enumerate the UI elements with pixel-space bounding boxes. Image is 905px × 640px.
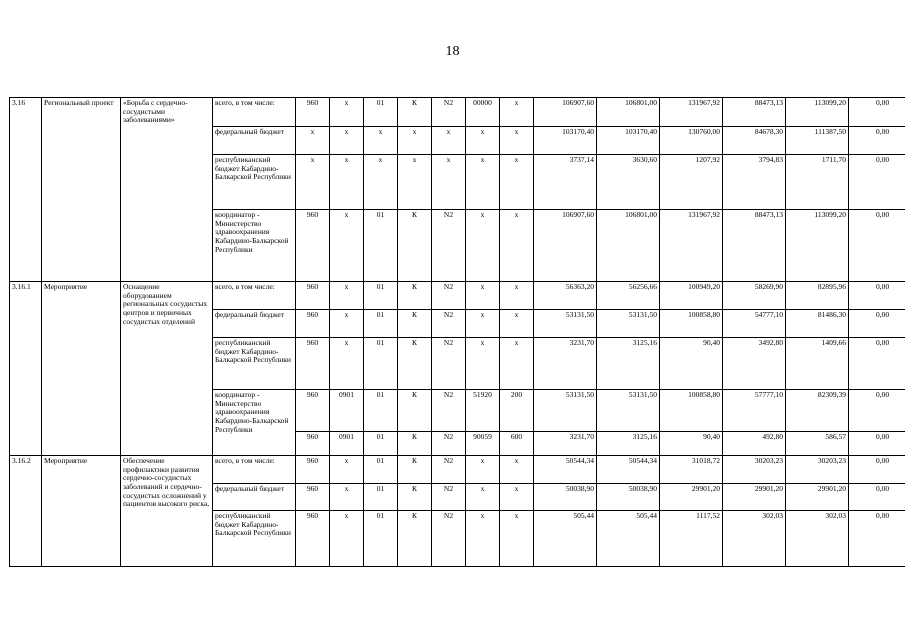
rz-code: x [330, 282, 364, 310]
cs-code-1: 01 [364, 511, 398, 567]
amount-6: 0,00 [849, 338, 905, 390]
grbs-code: 960 [296, 338, 330, 390]
rz-code: x [330, 310, 364, 338]
amount-2: 56256,66 [597, 282, 660, 310]
cs-code-3: N2 [432, 456, 466, 484]
amount-3: 130760,00 [660, 127, 723, 155]
cs-code-1: 01 [364, 98, 398, 127]
vr-code: x [500, 484, 534, 511]
amount-3: 90,40 [660, 432, 723, 456]
cs-code-2: К [398, 310, 432, 338]
amount-5: 29901,20 [786, 484, 849, 511]
amount-6: 0,00 [849, 432, 905, 456]
grbs-code: 960 [296, 310, 330, 338]
amount-3: 131967,92 [660, 210, 723, 282]
cs-code-2: К [398, 338, 432, 390]
amount-6: 0,00 [849, 390, 905, 432]
amount-3: 100858,80 [660, 390, 723, 432]
cs-code-4: x [466, 511, 500, 567]
amount-5: 30203,23 [786, 456, 849, 484]
amount-3: 1207,92 [660, 155, 723, 210]
amount-6: 0,00 [849, 310, 905, 338]
cs-code-3: N2 [432, 210, 466, 282]
rz-code: x [330, 338, 364, 390]
amount-1: 56363,20 [534, 282, 597, 310]
amount-3: 100858,80 [660, 310, 723, 338]
cs-code-4: x [466, 310, 500, 338]
amount-2: 106801,00 [597, 210, 660, 282]
cs-code-1: 01 [364, 432, 398, 456]
amount-2: 505,44 [597, 511, 660, 567]
grbs-code: 960 [296, 456, 330, 484]
amount-1: 53131,50 [534, 310, 597, 338]
amount-1: 3737,14 [534, 155, 597, 210]
cs-code-3: N2 [432, 310, 466, 338]
amount-2: 3630,60 [597, 155, 660, 210]
grbs-code: x [296, 155, 330, 210]
rz-code: x [330, 484, 364, 511]
vr-code: x [500, 155, 534, 210]
funding-source: республиканский бюджет Кабардино-Балкарской Республики [213, 338, 296, 390]
amount-2: 3125,16 [597, 432, 660, 456]
amount-5: 113099,20 [786, 210, 849, 282]
cs-code-1: 01 [364, 456, 398, 484]
vr-code: x [500, 210, 534, 282]
amount-1: 103170,40 [534, 127, 597, 155]
row-type: Мероприятие [42, 456, 121, 567]
row-number: 3.16.2 [10, 456, 42, 567]
amount-2: 103170,40 [597, 127, 660, 155]
cs-code-1: 01 [364, 390, 398, 432]
cs-code-1: 01 [364, 338, 398, 390]
rz-code: x [330, 98, 364, 127]
amount-1: 50038,90 [534, 484, 597, 511]
amount-5: 81486,30 [786, 310, 849, 338]
rz-code: x [330, 127, 364, 155]
grbs-code: 960 [296, 484, 330, 511]
amount-4: 57777,10 [723, 390, 786, 432]
cs-code-4: 90059 [466, 432, 500, 456]
funding-source: координатор - Министерство здравоохранения Кабардино-Балкарской Республики [213, 390, 296, 456]
cs-code-3: N2 [432, 484, 466, 511]
cs-code-2: x [398, 155, 432, 210]
amount-6: 0,00 [849, 155, 905, 210]
amount-2: 3125,16 [597, 338, 660, 390]
grbs-code: 960 [296, 282, 330, 310]
funding-source: федеральный бюджет [213, 310, 296, 338]
amount-4: 88473,13 [723, 98, 786, 127]
amount-6: 0,00 [849, 484, 905, 511]
row-name: Обеспечение профилактики развития сердечно-сосудистых заболеваний и сердечно-сосудистых осложнений у пациентов высокого риска, [121, 456, 213, 567]
amount-1: 505,44 [534, 511, 597, 567]
cs-code-4: x [466, 282, 500, 310]
amount-1: 106907,60 [534, 98, 597, 127]
vr-code: x [500, 456, 534, 484]
amount-1: 3231,70 [534, 432, 597, 456]
amount-1: 3231,70 [534, 338, 597, 390]
row-type: Мероприятие [42, 282, 121, 456]
budget-table [9, 97, 905, 567]
amount-4: 88473,13 [723, 210, 786, 282]
amount-3: 90,40 [660, 338, 723, 390]
cs-code-3: N2 [432, 98, 466, 127]
row-type: Региональный проект [42, 98, 121, 282]
amount-1: 50544,34 [534, 456, 597, 484]
amount-6: 0,00 [849, 456, 905, 484]
cs-code-2: x [398, 127, 432, 155]
amount-4: 3794,83 [723, 155, 786, 210]
cs-code-4: 51920 [466, 390, 500, 432]
grbs-code: 960 [296, 98, 330, 127]
rz-code: 0901 [330, 390, 364, 432]
cs-code-1: 01 [364, 310, 398, 338]
table-row [10, 456, 905, 484]
amount-6: 0,00 [849, 282, 905, 310]
funding-source: всего, в том числе: [213, 98, 296, 127]
cs-code-3: x [432, 155, 466, 210]
vr-code: x [500, 282, 534, 310]
vr-code: 600 [500, 432, 534, 456]
amount-4: 84678,30 [723, 127, 786, 155]
funding-source: координатор - Министерство здравоохранения Кабардино-Балкарской Республики [213, 210, 296, 282]
cs-code-2: К [398, 484, 432, 511]
amount-6: 0,00 [849, 210, 905, 282]
vr-code: x [500, 310, 534, 338]
table-row [10, 98, 905, 127]
vr-code: 200 [500, 390, 534, 432]
amount-4: 29901,20 [723, 484, 786, 511]
amount-6: 0,00 [849, 511, 905, 567]
cs-code-2: К [398, 456, 432, 484]
grbs-code: 960 [296, 390, 330, 432]
amount-2: 53131,50 [597, 390, 660, 432]
amount-2: 50544,34 [597, 456, 660, 484]
amount-3: 31018,72 [660, 456, 723, 484]
amount-2: 53131,50 [597, 310, 660, 338]
cs-code-2: К [398, 282, 432, 310]
funding-source: всего, в том числе: [213, 456, 296, 484]
amount-3: 131967,92 [660, 98, 723, 127]
cs-code-1: 01 [364, 210, 398, 282]
cs-code-3: N2 [432, 338, 466, 390]
amount-4: 302,03 [723, 511, 786, 567]
row-name: «Борьба с сердечно-сосудистыми заболеваниями» [121, 98, 213, 282]
cs-code-1: x [364, 127, 398, 155]
amount-5: 1409,66 [786, 338, 849, 390]
amount-4: 3492,80 [723, 338, 786, 390]
rz-code: x [330, 155, 364, 210]
amount-4: 492,80 [723, 432, 786, 456]
cs-code-2: К [398, 390, 432, 432]
amount-1: 53131,50 [534, 390, 597, 432]
funding-source: республиканский бюджет Кабардино-Балкарской Республики [213, 511, 296, 567]
grbs-code: x [296, 127, 330, 155]
funding-source: всего, в том числе: [213, 282, 296, 310]
cs-code-2: К [398, 98, 432, 127]
rz-code: x [330, 456, 364, 484]
vr-code: x [500, 127, 534, 155]
row-number: 3.16.1 [10, 282, 42, 456]
amount-5: 302,03 [786, 511, 849, 567]
rz-code: x [330, 511, 364, 567]
cs-code-3: N2 [432, 432, 466, 456]
table-row [10, 282, 905, 310]
cs-code-3: x [432, 127, 466, 155]
amount-3: 1117,52 [660, 511, 723, 567]
cs-code-3: N2 [432, 390, 466, 432]
funding-source: федеральный бюджет [213, 484, 296, 511]
cs-code-4: x [466, 210, 500, 282]
grbs-code: 960 [296, 210, 330, 282]
grbs-code: 960 [296, 432, 330, 456]
cs-code-4: x [466, 456, 500, 484]
amount-5: 82309,39 [786, 390, 849, 432]
amount-4: 58269,90 [723, 282, 786, 310]
amount-4: 30203,23 [723, 456, 786, 484]
amount-6: 0,00 [849, 98, 905, 127]
funding-source: республиканский бюджет Кабардино-Балкарской Республики [213, 155, 296, 210]
row-number: 3.16 [10, 98, 42, 282]
grbs-code: 960 [296, 511, 330, 567]
amount-4: 54777,10 [723, 310, 786, 338]
amount-2: 106801,00 [597, 98, 660, 127]
rz-code: 0901 [330, 432, 364, 456]
vr-code: x [500, 98, 534, 127]
amount-2: 50038,90 [597, 484, 660, 511]
cs-code-1: x [364, 155, 398, 210]
amount-5: 113099,20 [786, 98, 849, 127]
cs-code-4: 00000 [466, 98, 500, 127]
amount-5: 586,57 [786, 432, 849, 456]
funding-source: федеральный бюджет [213, 127, 296, 155]
amount-6: 0,00 [849, 127, 905, 155]
vr-code: x [500, 338, 534, 390]
rz-code: x [330, 210, 364, 282]
vr-code: x [500, 511, 534, 567]
cs-code-2: К [398, 432, 432, 456]
cs-code-1: 01 [364, 282, 398, 310]
cs-code-4: x [466, 155, 500, 210]
amount-5: 111387,50 [786, 127, 849, 155]
amount-5: 82895,96 [786, 282, 849, 310]
row-name: Оснащение оборудованием региональных сосудистых центров и первичных сосудистых отделений [121, 282, 213, 456]
amount-3: 100949,20 [660, 282, 723, 310]
amount-5: 1711,70 [786, 155, 849, 210]
cs-code-2: К [398, 511, 432, 567]
cs-code-1: 01 [364, 484, 398, 511]
amount-1: 106907,60 [534, 210, 597, 282]
cs-code-4: x [466, 338, 500, 390]
cs-code-2: К [398, 210, 432, 282]
cs-code-3: N2 [432, 282, 466, 310]
cs-code-3: N2 [432, 511, 466, 567]
cs-code-4: x [466, 484, 500, 511]
cs-code-4: x [466, 127, 500, 155]
amount-3: 29901,20 [660, 484, 723, 511]
page-number: 18 [445, 44, 460, 59]
